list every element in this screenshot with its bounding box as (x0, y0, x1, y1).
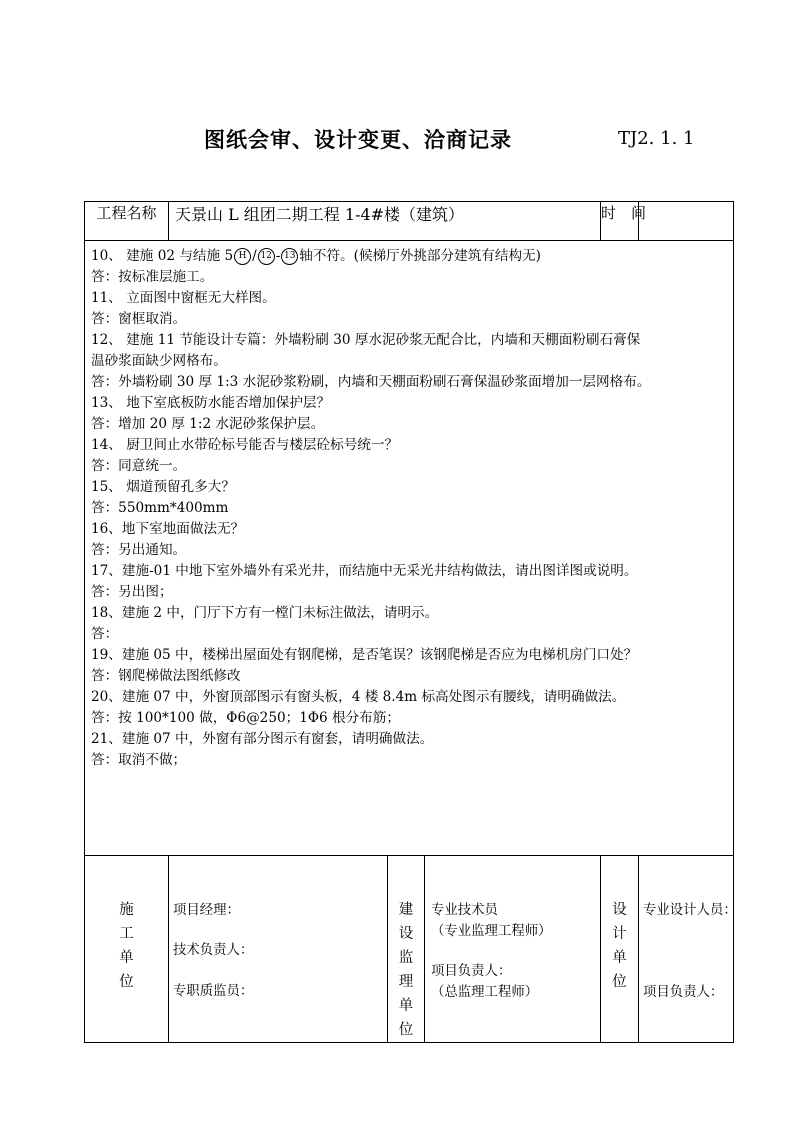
design-unit-label-cell (601, 856, 639, 1043)
content-line: 答：增加 20 厚 1:2 水泥砂浆保护层。 (91, 416, 325, 432)
content-line: 答：外墙粉刷 30 厚 1:3 水泥砂浆粉刷，内墙和天棚面粉刷石膏保温砂浆面增加一层网格布。 (91, 374, 651, 390)
axis-mark: H (234, 248, 251, 265)
axis-mark: 12 (258, 248, 275, 265)
content-line: 答：按标准层施工。 (91, 269, 214, 285)
project-manager-label: 项目经理： (173, 903, 240, 918)
construction-unit-label-cell (85, 856, 169, 1043)
content-line: 15、 烟道预留孔多大？ (91, 479, 235, 495)
page-title: 图纸会审、设计变更、洽商记录 (204, 128, 512, 152)
content-line: 17、建施-01 中地下室外墙外有采光井，而结施中无采光井结构做法，请出图详图或说明。 (91, 563, 638, 579)
content-line: 答：另出图； (91, 584, 173, 600)
supervision-unit-label: 建 设 监 理 单 位 (398, 902, 414, 1038)
content-line: 16、地下室地面做法无？ (91, 521, 245, 537)
content-line: 19、建施 05 中，楼梯出屋面处有钢爬梯，是否笔误？该钢爬梯是否应为电梯机房门口处？ (91, 647, 638, 663)
content-cell (85, 241, 734, 856)
content-line: 12、 建施 11 节能设计专篇：外墙粉刷 30 厚水泥砂浆无配合比，内墙和天棚面粉刷石膏保 (91, 332, 641, 348)
content-line: 10、 建施 02 与结施 5 H / 12 - 13 轴不符。(候梯厅外挑部分建筑有结构无) (91, 248, 541, 264)
supervision-project-lead-label: 项目负责人： (431, 964, 512, 979)
content-line: 答：取消不做； (91, 752, 187, 768)
construction-unit-sign-cell (169, 856, 388, 1043)
design-unit-sign-cell (639, 856, 737, 1043)
form-code: TJ2. 1. 1 (618, 128, 695, 149)
content-line: 18、建施 2 中，门厅下方有一樘门未标注做法，请明示。 (91, 605, 439, 621)
content-line: 13、 地下室底板防水能否增加保护层？ (91, 395, 331, 411)
tech-lead-label: 技术负责人： (173, 943, 254, 958)
content-line: 14、 厨卫间止水带砼标号能否与楼层砼标号统一？ (91, 437, 399, 453)
header-row (85, 202, 734, 241)
content-line: 21、建施 07 中，外窗有部分图示有窗套，请明确做法。 (91, 731, 434, 747)
content-line: 11、 立面图中窗框无大样图。 (91, 290, 276, 306)
time-label: 时 间 (601, 202, 639, 241)
design-unit-label: 设 计 单 位 (612, 902, 627, 990)
design-project-lead-label: 项目负责人： (643, 985, 724, 1000)
content-line: 答：按 100*100 做，Φ6@250；1Φ6 根分布筋； (91, 710, 400, 726)
axis-mark: 13 (281, 248, 298, 265)
content-line: 答：另出通知。 (91, 542, 187, 558)
supervision-unit-sign-cell (425, 856, 601, 1043)
content-line: 答：同意统一。 (91, 458, 187, 474)
content-line: 温砂浆面缺少网格布。 (91, 353, 227, 369)
content-line: 20、建施 07 中，外窗顶部图示有窗头板，4 楼 8.4m 标高处图示有腰线，请明确做法。 (91, 689, 626, 705)
signature-row (85, 856, 734, 1043)
supervision-unit-label-cell (388, 856, 425, 1043)
supervision-project-lead-note: （总监理工程师） (431, 985, 539, 1000)
content-line: 答：钢爬梯做法图纸修改 (91, 668, 241, 684)
designer-label: 专业设计人员： (643, 903, 737, 918)
construction-unit-label: 施 工 单 位 (119, 902, 134, 990)
record-table (84, 201, 737, 1043)
content-line: 答：550mm*400mm (91, 500, 229, 516)
tech-staff-label: 专业技术员 (431, 903, 498, 918)
quality-inspector-label: 专职质监员： (173, 984, 254, 999)
project-name-label: 工程名称 (85, 202, 169, 241)
content-line: 答：窗框取消。 (91, 311, 187, 327)
content-line: 答： (91, 626, 119, 642)
tech-staff-note: （专业监理工程师） (431, 924, 552, 939)
project-name-value: 天景山 L 组团二期工程 1-4#楼（建筑） (169, 202, 601, 241)
time-value (639, 202, 734, 241)
content-lines (85, 241, 733, 771)
